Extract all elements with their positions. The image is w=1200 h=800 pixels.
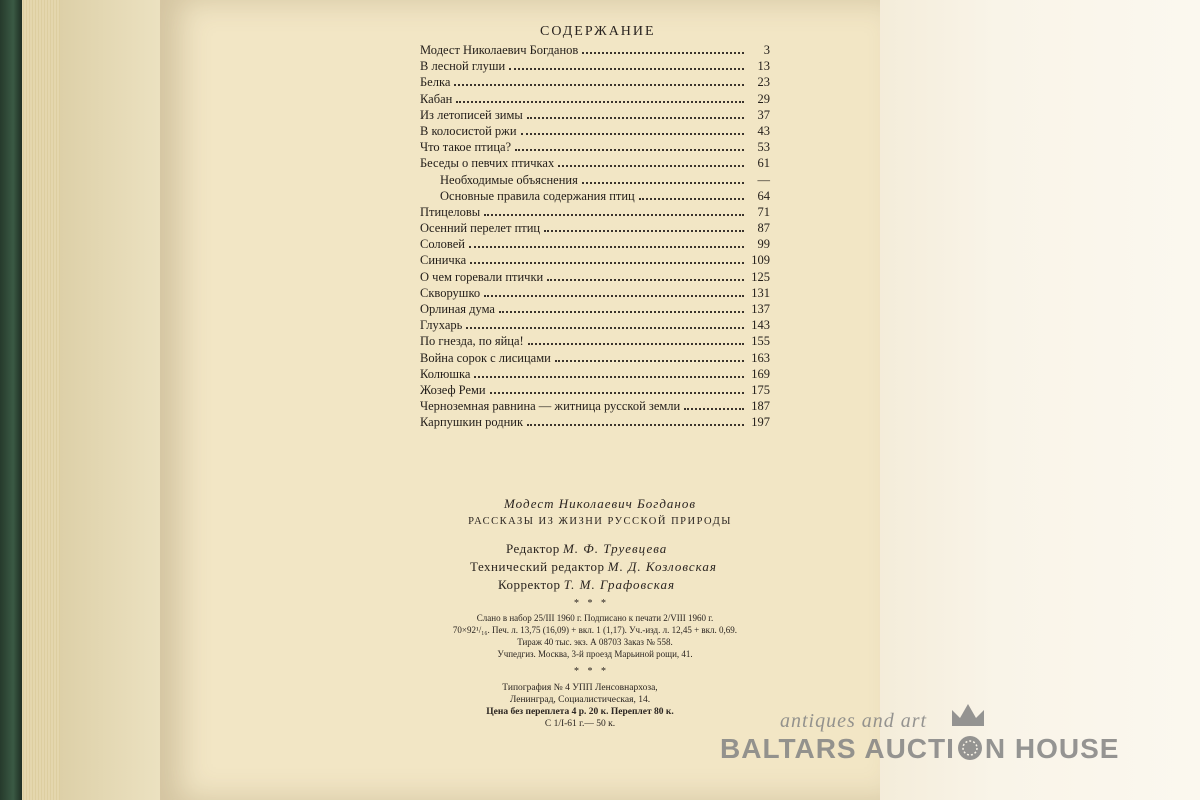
toc-entry-page: 71 [757, 204, 770, 219]
toc-leader-dots [547, 270, 744, 281]
toc-entry-title: Из летописей зимы [420, 107, 523, 122]
credit-role: Редактор [506, 541, 560, 556]
toc-leader-dots [474, 367, 744, 378]
toc-entry-title: Модест Николаевич Богданов [420, 43, 579, 57]
toc-entry [420, 333, 770, 349]
toc-entry-page: 99 [757, 237, 770, 252]
toc-entry [420, 188, 770, 204]
toc-entry [420, 42, 770, 58]
credit-line [470, 540, 717, 558]
toc-entry [420, 204, 770, 220]
toc-entry-page: 43 [757, 123, 770, 138]
toc-leader-dots [544, 221, 744, 232]
toc-entry [420, 317, 770, 333]
toc-leader-dots [527, 415, 744, 426]
toc-entry-title: Кабан [420, 91, 453, 106]
toc-entry-page: 169 [751, 366, 770, 381]
print-line: Учпедгиз. Москва, 3-й проезд Марьиной рощи, 41. [497, 649, 693, 659]
toc-entry-title: Скворушко [420, 285, 481, 300]
toc-leader-dots [582, 173, 744, 184]
crown-icon [948, 700, 988, 730]
toc-entry-page: 163 [751, 350, 770, 365]
auction-house-watermark [720, 700, 1120, 780]
toc-leader-dots [515, 140, 744, 151]
imprint-credits [470, 540, 717, 594]
toc-entry-title: Что такое птица? [420, 140, 512, 155]
toc-leader-dots [558, 156, 744, 167]
toc-entry-page: 131 [751, 285, 770, 300]
toc-entry-page: 3 [763, 43, 770, 57]
print-line: С 1/I-61 г.— 50 к. [544, 719, 616, 729]
print-line: 70×92¹/₁₆. Печ. л. 13,75 (16,09) + вкл. 1 (1,17). Уч.-изд. л. 12,45 + вкл. 0,69. [452, 625, 738, 635]
print-details [400, 612, 790, 660]
credit-role: Корректор [498, 577, 561, 592]
print-line: Тираж 40 тыс. экз. А 08703 Заказ № 558. [517, 637, 673, 647]
print-line: Цена без переплета 4 р. 20 к. Переплет 80 к. [486, 707, 674, 717]
toc-entry-title: Соловей [420, 237, 465, 252]
watermark-tagline: antiques and art [780, 710, 928, 732]
toc-entry-title: Птицеловы [420, 204, 481, 219]
toc-entry-page: 175 [751, 382, 770, 397]
toc-entry-title: Орлиная дума [420, 302, 495, 316]
book-cover-edge [0, 0, 22, 800]
toc-leader-dots [454, 75, 744, 86]
toc-entry-title: Основные правила содержания птиц [440, 188, 635, 203]
toc-entry-page: — [757, 172, 770, 187]
toc-entry-page: 109 [751, 253, 770, 268]
toc-entry [420, 414, 770, 430]
section-stars: * * * [574, 598, 609, 609]
credit-name: М. Ф. Труевцева [562, 541, 668, 556]
toc-entry-page: 53 [757, 140, 770, 155]
toc-entry-title: Необходимые объяснения [440, 172, 578, 187]
toc-leader-dots [521, 124, 744, 135]
page-edges [22, 0, 62, 800]
toc-entry [420, 269, 770, 285]
toc-leader-dots [470, 253, 744, 264]
toc-leader-dots [484, 205, 744, 216]
toc-entry [420, 350, 770, 366]
toc-entry-title: Глухарь [420, 318, 463, 333]
toc-leader-dots [555, 351, 744, 362]
typography-details [440, 682, 720, 730]
toc-entry-title: О чем горевали птички [420, 269, 544, 284]
toc-leader-dots [527, 108, 744, 119]
credit-name: М. Д. Козловская [607, 559, 717, 574]
toc-entry-page: 61 [757, 156, 770, 171]
section-stars: * * * [574, 666, 609, 677]
coin-icon [955, 735, 985, 761]
toc-entry [420, 366, 770, 382]
print-line: Типография № 4 УПП Ленсовнархоза, [502, 683, 658, 693]
toc-leader-dots [684, 399, 744, 410]
credit-role: Технический редактор [470, 559, 605, 574]
toc-entry [420, 301, 770, 317]
toc-entry [420, 139, 770, 155]
toc-entry-title: Осенний перелет птиц [420, 221, 541, 236]
toc-entry [420, 123, 770, 139]
credit-name: Т. М. Графовская [563, 577, 676, 592]
credit-line [470, 576, 717, 594]
toc-entry-title: Беседы о певчих птичках [420, 156, 555, 171]
toc-entry-title: Синичка [420, 253, 467, 268]
toc-leader-dots [490, 383, 744, 394]
toc-leader-dots [499, 302, 744, 313]
toc-entry [420, 172, 770, 188]
facing-page [60, 0, 170, 800]
toc-entry-page: 137 [751, 302, 770, 316]
toc-leader-dots [466, 318, 744, 329]
toc-entry-title: Карпушкин родник [420, 415, 524, 430]
toc-entry [420, 382, 770, 398]
page-right-edge [860, 0, 1200, 800]
watermark-brand [720, 733, 1119, 765]
toc-entry-page: 87 [757, 221, 770, 236]
toc-leader-dots [639, 189, 744, 200]
print-line: Слано в набор 25/III 1960 г. Подписано к печати 2/VIII 1960 г. [476, 613, 714, 623]
toc-entry-page: 37 [757, 107, 770, 122]
toc-entry [420, 91, 770, 107]
toc-entry-title: Белка [420, 75, 451, 90]
toc-entry-page: 143 [751, 318, 770, 333]
toc-entry-title: Черноземная равнина — житница русской земли [420, 399, 681, 414]
toc-entry [420, 285, 770, 301]
toc-entry [420, 107, 770, 123]
imprint-book-title: РАССКАЗЫ ИЗ ЖИЗНИ РУССКОЙ ПРИРОДЫ [468, 516, 732, 527]
table-of-contents [420, 42, 770, 431]
watermark-brand-right: N HOUSE [984, 733, 1120, 764]
toc-entry-title: Жозеф Реми [420, 382, 486, 397]
toc-entry-page: 23 [757, 75, 770, 90]
toc-leader-dots [484, 286, 744, 297]
toc-leader-dots [509, 59, 744, 70]
toc-entry-page: 125 [751, 269, 770, 284]
toc-leader-dots [469, 237, 744, 248]
toc-entry [420, 155, 770, 171]
toc-entry-page: 155 [751, 334, 770, 349]
toc-entry-page: 197 [751, 415, 770, 430]
toc-entry [420, 398, 770, 414]
toc-entry-title: Колюшка [420, 366, 471, 381]
toc-leader-dots [456, 92, 744, 103]
toc-leader-dots [582, 43, 744, 54]
toc-entry [420, 74, 770, 90]
print-line: Ленинград, Социалистическая, 14. [509, 695, 651, 705]
toc-entry [420, 252, 770, 268]
watermark-brand-left: BALTARS AUCTI [720, 733, 955, 764]
toc-entry-page: 29 [757, 91, 770, 106]
toc-entry-page: 13 [757, 59, 770, 74]
toc-entry-page: 187 [751, 399, 770, 414]
imprint-author: Модест Николаевич Богданов [504, 496, 696, 511]
toc-entry-title: В лесной глуши [420, 59, 506, 74]
toc-entry [420, 220, 770, 236]
toc-entry-title: Война сорок с лисицами [420, 350, 551, 365]
toc-entry-title: В колосистой ржи [420, 123, 517, 138]
credit-line [470, 558, 717, 576]
toc-entry [420, 58, 770, 74]
toc-entry-title: По гнезда, по яйца! [420, 334, 524, 349]
toc-entry [420, 236, 770, 252]
toc-title: СОДЕРЖАНИЕ [540, 24, 656, 39]
toc-leader-dots [528, 334, 744, 345]
toc-entry-page: 64 [757, 188, 770, 203]
